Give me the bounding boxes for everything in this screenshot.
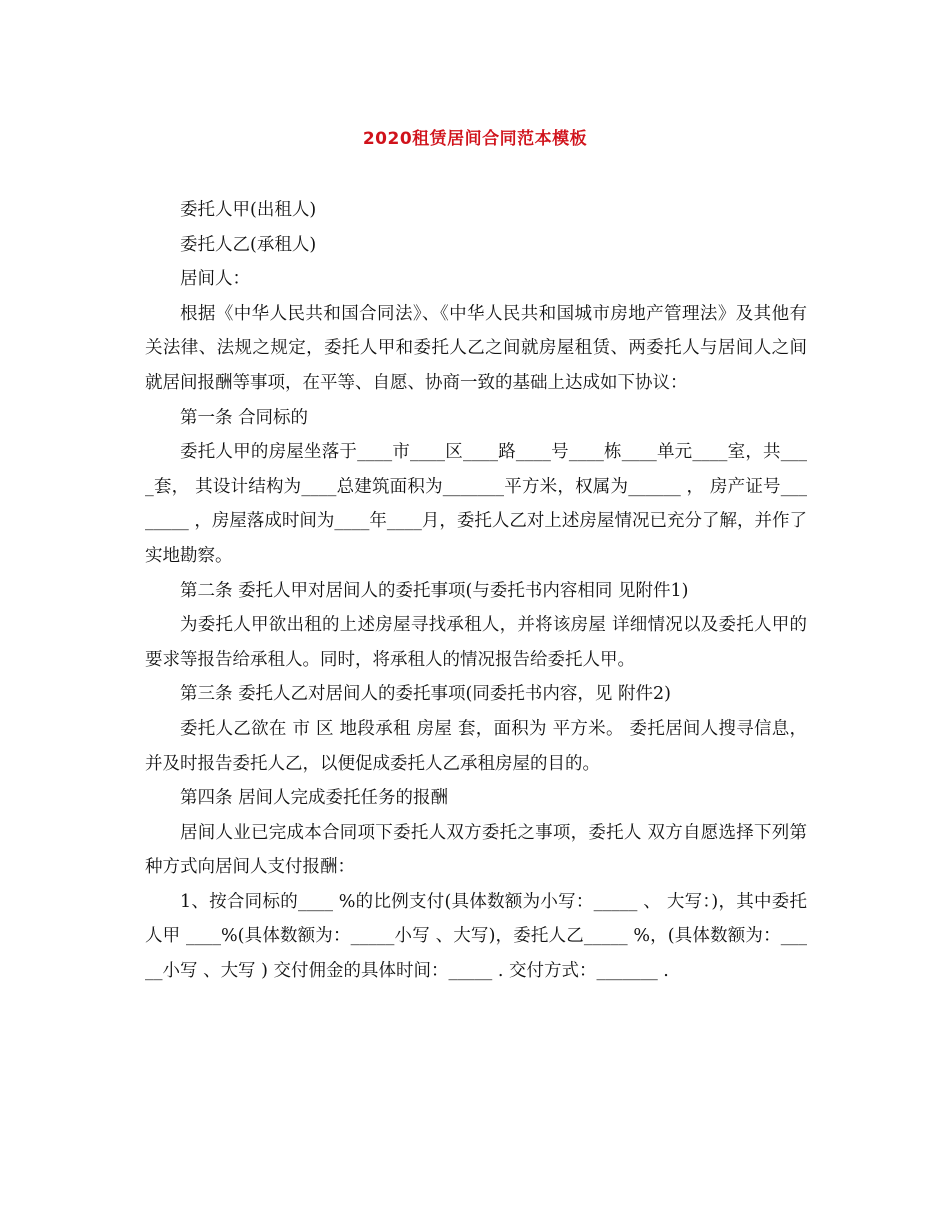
article-3-paragraph: 委托人乙欲在 市 区 地段承租 房屋 套，面积为 平方米。 委托居间人搜寻信息，并及时报告委托人乙，以便促成委托人乙承租房屋的目的。 xyxy=(145,718,807,774)
party-b-line: 委托人乙(承租人) xyxy=(180,234,317,255)
intermediary-line: 居间人： xyxy=(180,269,250,290)
article-4-paragraph: 居间人业已完成本合同项下委托人双方委托之事项，委托人 双方自愿选择下列第 种方式向居间人支付报酬： xyxy=(145,822,807,878)
document-body xyxy=(145,193,807,989)
preamble-paragraph: 根据《中华人民共和国合同法》、《中华人民共和国城市房地产管理法》及其他有关法律、法规之规定，委托人甲和委托人乙之间就房屋租赁、两委托人与居间人之间就居间报酬等事项，在平等、自愿、协商一致的基础上达成如下协议： xyxy=(145,303,807,393)
document-title: 2020租赁居间合同范本模板 xyxy=(362,129,588,149)
article-2-heading: 第二条 委托人甲对居间人的委托事项(与委托书内容相同 见附件1) xyxy=(180,580,689,601)
article-4-heading: 第四条 居间人完成委托任务的报酬 xyxy=(180,788,449,809)
article-3-heading: 第三条 委托人乙对居间人的委托事项(同委托书内容，见 附件2) xyxy=(180,684,671,705)
party-a-line: 委托人甲(出租人) xyxy=(180,200,317,220)
article-1-paragraph: 委托人甲的房屋坐落于____市____区____路____号____栋____单元____室，共____套， 其设计结构为____总建筑面积为_______平方米，权属为______ ， 房产证号________ ，房屋落成时间为____年____月，委托人乙对上述房屋情况已充分了解，并作了实地勘察。 xyxy=(145,442,807,566)
article-2-paragraph: 为委托人甲欲出租的上述房屋寻找承租人，并将该房屋 详细情况以及委托人甲的要求等报告给承租人。同时，将承租人的情况报告给委托人甲。 xyxy=(145,615,807,670)
article-1-heading: 第一条 合同标的 xyxy=(180,407,309,428)
payment-option-1-paragraph: 1、按合同标的____ %的比例支付(具体数额为小写：_____ 、 大写：)，其中委托人甲 ____%(具体数额为：_____小写 、大写)，委托人乙_____ %，(具体数额为：_____小写 、大写 ) 交付佣金的具体时间：_____ . 交付方式：_______ . xyxy=(145,891,807,982)
